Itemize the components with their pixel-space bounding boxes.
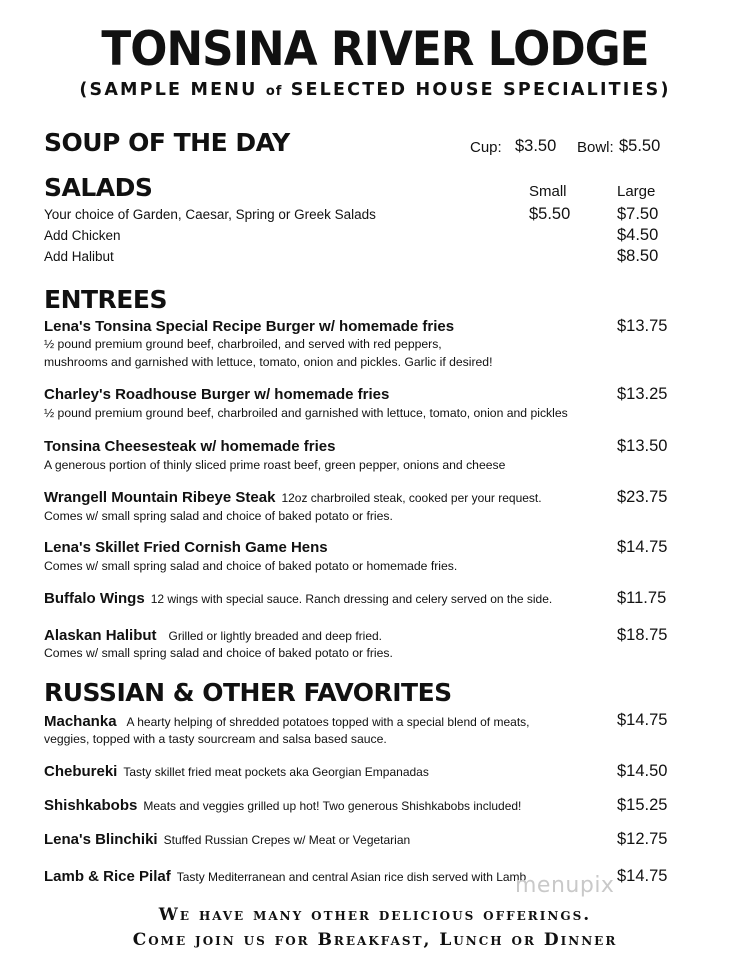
- entree-name: Tonsina Cheesesteak w/ homemade fries: [44, 438, 336, 455]
- salad-item-label: Your choice of Garden, Caesar, Spring or Greek Salads: [44, 207, 376, 222]
- footer-line-2: Come join us for Breakfast, Lunch or Dinner: [132, 930, 618, 950]
- entree-price: $14.75: [617, 538, 668, 556]
- entree-name: Lena's Skillet Fried Cornish Game Hens: [44, 539, 328, 556]
- salad-col-small: Small: [529, 183, 567, 200]
- entree-price: $13.50: [617, 437, 668, 455]
- soup-bowl-price: $5.50: [619, 137, 661, 155]
- entree-price: $23.75: [617, 488, 668, 506]
- entree-description: Comes w/ small spring salad and choice of baked potato or fries.: [44, 509, 393, 523]
- entree-inline-description: 12 wings with special sauce. Ranch dressing and celery served on the side.: [150, 592, 553, 606]
- entree-description: Comes w/ small spring salad and choice of baked potato or fries.: [44, 646, 393, 660]
- entree-price: $13.75: [617, 317, 668, 335]
- favorite-price: $14.50: [617, 762, 668, 780]
- favorite-name: [44, 713, 529, 730]
- salad-item-large-price: $8.50: [617, 247, 659, 265]
- favorite-name-text: Lena's Blinchiki: [44, 831, 158, 848]
- favorite-price: $15.25: [617, 796, 668, 814]
- entrees-heading: ENTREES: [44, 285, 167, 314]
- footer-line-1: We have many other delicious offerings.: [158, 905, 592, 925]
- favorite-name-text: Machanka: [44, 713, 117, 730]
- entree-description: A generous portion of thinly sliced prime roast beef, green pepper, onions and cheese: [44, 458, 506, 472]
- entree-description: Comes w/ small spring salad and choice of baked potato or homemade fries.: [44, 559, 458, 573]
- entree-name-text: Wrangell Mountain Ribeye Steak: [44, 489, 276, 506]
- favorite-price: $14.75: [617, 867, 668, 885]
- soup-bowl-label: Bowl:: [577, 139, 614, 156]
- favorite-inline-description: Stuffed Russian Crepes w/ Meat or Vegetarian: [163, 833, 411, 847]
- favorite-price: $12.75: [617, 830, 668, 848]
- entree-name: [44, 627, 382, 644]
- soup-heading: SOUP OF THE DAY: [44, 128, 290, 157]
- favorite-inline-description: Meats and veggies grilled up hot! Two generous Shishkabobs included!: [143, 799, 522, 813]
- entree-description: ½ pound premium ground beef, charbroiled, and served with red peppers,: [44, 337, 442, 351]
- favorite-name: [44, 831, 410, 848]
- soup-cup-label: Cup:: [470, 139, 502, 156]
- salad-item-label: Add Chicken: [44, 228, 121, 243]
- favorite-name-text: Chebureki: [44, 763, 118, 780]
- favorite-price: $14.75: [617, 711, 668, 729]
- entree-name: Lena's Tonsina Special Recipe Burger w/ homemade fries: [44, 318, 455, 335]
- favorite-description: veggies, topped with a tasty sourcream and salsa based sauce.: [44, 732, 387, 746]
- favorite-name: [44, 797, 521, 814]
- salad-item-large-price: $4.50: [617, 226, 659, 244]
- salad-item-small-price: $5.50: [529, 205, 571, 223]
- favorite-inline-description: A hearty helping of shredded potatoes topped with a special blend of meats,: [126, 715, 530, 729]
- restaurant-title: TONSINA RIVER LODGE: [101, 22, 649, 77]
- favorite-inline-description: Tasty Mediterranean and central Asian rice dish served with Lamb: [176, 870, 527, 884]
- salad-col-large: Large: [617, 183, 656, 200]
- subtitle-of: of: [265, 84, 283, 99]
- subtitle-part-2: SELECTED HOUSE SPECIALITIES): [282, 80, 671, 100]
- favorite-inline-description: Tasty skillet fried meat pockets aka Georgian Empanadas: [123, 765, 429, 779]
- entree-name-text: Buffalo Wings: [44, 590, 145, 607]
- entree-description: ½ pound premium ground beef, charbroiled and garnished with lettuce, tomato, onion and pickles: [44, 406, 568, 420]
- russian-favorites-heading: RUSSIAN & OTHER FAVORITES: [44, 678, 452, 707]
- entree-inline-description: Grilled or lightly breaded and deep fried.: [168, 629, 382, 643]
- entree-name: [44, 489, 542, 506]
- entree-name: Charley's Roadhouse Burger w/ homemade fries: [44, 386, 390, 403]
- entree-price: $13.25: [617, 385, 668, 403]
- entree-description: mushrooms and garnished with lettuce, tomato, onion and pickles. Garlic if desired!: [44, 355, 493, 369]
- menu-subtitle: [0, 80, 750, 100]
- subtitle-part-1: (SAMPLE MENU: [79, 80, 266, 100]
- entree-name: [44, 590, 552, 607]
- menupix-watermark: menupix: [515, 873, 615, 898]
- favorite-name-text: Shishkabobs: [44, 797, 138, 814]
- soup-cup-price: $3.50: [515, 137, 557, 155]
- entree-price: $18.75: [617, 626, 668, 644]
- salads-heading: SALADS: [44, 173, 153, 202]
- favorite-name-text: Lamb & Rice Pilaf: [44, 868, 171, 885]
- favorite-name: [44, 763, 429, 780]
- entree-name-text: Alaskan Halibut: [44, 627, 157, 644]
- entree-inline-description: 12oz charbroiled steak, cooked per your request.: [281, 491, 542, 505]
- favorite-name: [44, 868, 526, 885]
- entree-price: $11.75: [617, 589, 667, 607]
- salad-item-large-price: $7.50: [617, 205, 659, 223]
- salad-item-label: Add Halibut: [44, 249, 114, 264]
